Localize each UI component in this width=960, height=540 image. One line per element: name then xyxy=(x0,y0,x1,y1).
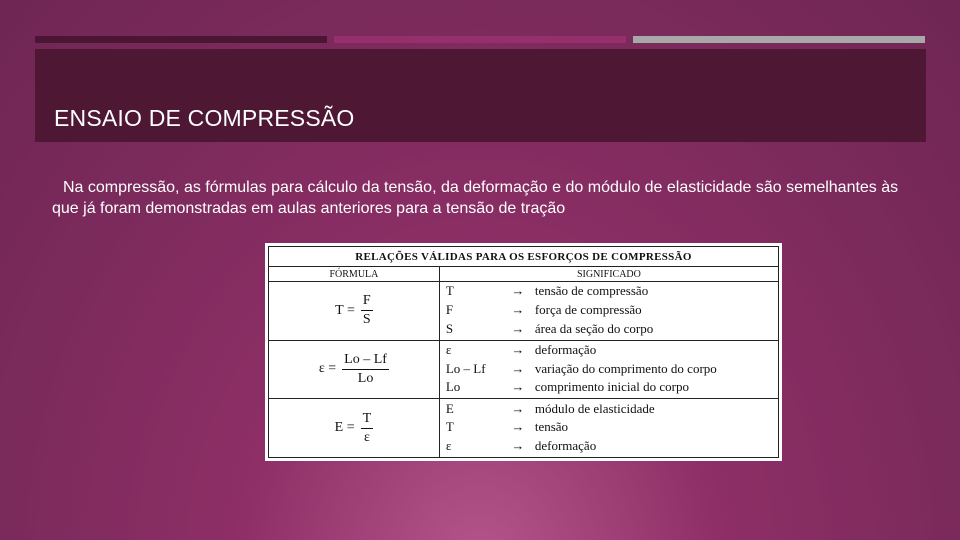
table-row xyxy=(269,282,779,341)
formula-modulus xyxy=(335,411,374,446)
list-item xyxy=(446,319,778,338)
title-band xyxy=(35,49,926,142)
arrow-icon: → xyxy=(511,400,525,416)
list-item xyxy=(446,378,778,397)
meaning-cell xyxy=(439,340,778,399)
symbol: T xyxy=(445,283,454,299)
symbol: ε xyxy=(445,342,452,357)
meaning: deformação xyxy=(534,342,597,357)
fraction xyxy=(361,411,374,446)
arrow-icon: → xyxy=(511,283,525,299)
list-item xyxy=(446,359,778,378)
table-header: RELAÇÕES VÁLIDAS PARA OS ESFORÇOS DE COMPRESSÃO xyxy=(269,247,779,267)
symbol: E xyxy=(445,400,454,416)
arrow-icon: → xyxy=(511,438,525,454)
numerator: F xyxy=(361,293,373,311)
denominator: S xyxy=(362,312,371,328)
meaning: força de compressão xyxy=(534,302,642,318)
accent-bar-dark xyxy=(35,36,327,43)
slide-body-text: Na compressão, as fórmulas para cálculo da tensão, da deformação e do módulo de elasticidade são semelhantes às que já foram demonstradas em aulas anteriores para a tensão de tração xyxy=(52,179,899,217)
meaning-cell xyxy=(439,282,778,341)
arrow-icon: → xyxy=(511,360,525,376)
arrow-icon: → xyxy=(511,302,525,318)
symbol: T xyxy=(445,419,454,435)
formula-cell xyxy=(269,340,440,399)
denominator: ε xyxy=(363,429,370,445)
table-row xyxy=(269,340,779,399)
formula-cell xyxy=(269,399,440,458)
formula-lhs: E = xyxy=(334,420,355,436)
formula-lhs: ε = xyxy=(318,361,337,377)
fraction xyxy=(342,352,389,387)
formula-lhs: T = xyxy=(335,302,355,318)
relations-table xyxy=(268,246,779,458)
arrow-icon: → xyxy=(511,342,525,357)
numerator: Lo – Lf xyxy=(342,352,389,370)
meaning: comprimento inicial do corpo xyxy=(534,379,689,395)
list-item xyxy=(446,418,778,437)
arrow-icon: → xyxy=(511,419,525,435)
column-header-meaning: SIGNIFICADO xyxy=(439,267,778,282)
list-item xyxy=(446,399,778,418)
formula-stress xyxy=(335,293,373,328)
symbol: Lo – Lf xyxy=(445,360,486,376)
symbol: F xyxy=(445,302,454,318)
slide-title: ENSAIO DE COMPRESSÃO xyxy=(54,105,355,131)
meaning: tensão de compressão xyxy=(534,283,649,299)
denominator: Lo xyxy=(357,370,374,386)
table-row xyxy=(269,399,779,458)
numerator: T xyxy=(361,411,374,429)
column-header-formula: FÓRMULA xyxy=(269,267,440,282)
fraction xyxy=(361,293,373,328)
symbol: S xyxy=(445,320,454,336)
accent-bar-magenta xyxy=(334,36,626,43)
meaning: área da seção do corpo xyxy=(534,320,654,336)
arrow-icon: → xyxy=(511,379,525,395)
meaning: tensão xyxy=(534,419,569,435)
relations-table-figure xyxy=(265,243,782,461)
list-item xyxy=(446,341,778,360)
list-item xyxy=(446,301,778,320)
meaning: variação do comprimento do corpo xyxy=(534,360,717,376)
formula-strain xyxy=(319,352,389,387)
symbol: ε xyxy=(445,438,452,454)
list-item xyxy=(446,437,778,456)
list-item xyxy=(446,282,778,301)
meaning-cell xyxy=(439,399,778,458)
formula-cell xyxy=(269,282,440,341)
meaning: módulo de elasticidade xyxy=(534,400,655,416)
meaning: deformação xyxy=(534,438,597,454)
accent-bar-gray xyxy=(633,36,925,43)
arrow-icon: → xyxy=(511,320,525,336)
symbol: Lo xyxy=(445,379,461,395)
